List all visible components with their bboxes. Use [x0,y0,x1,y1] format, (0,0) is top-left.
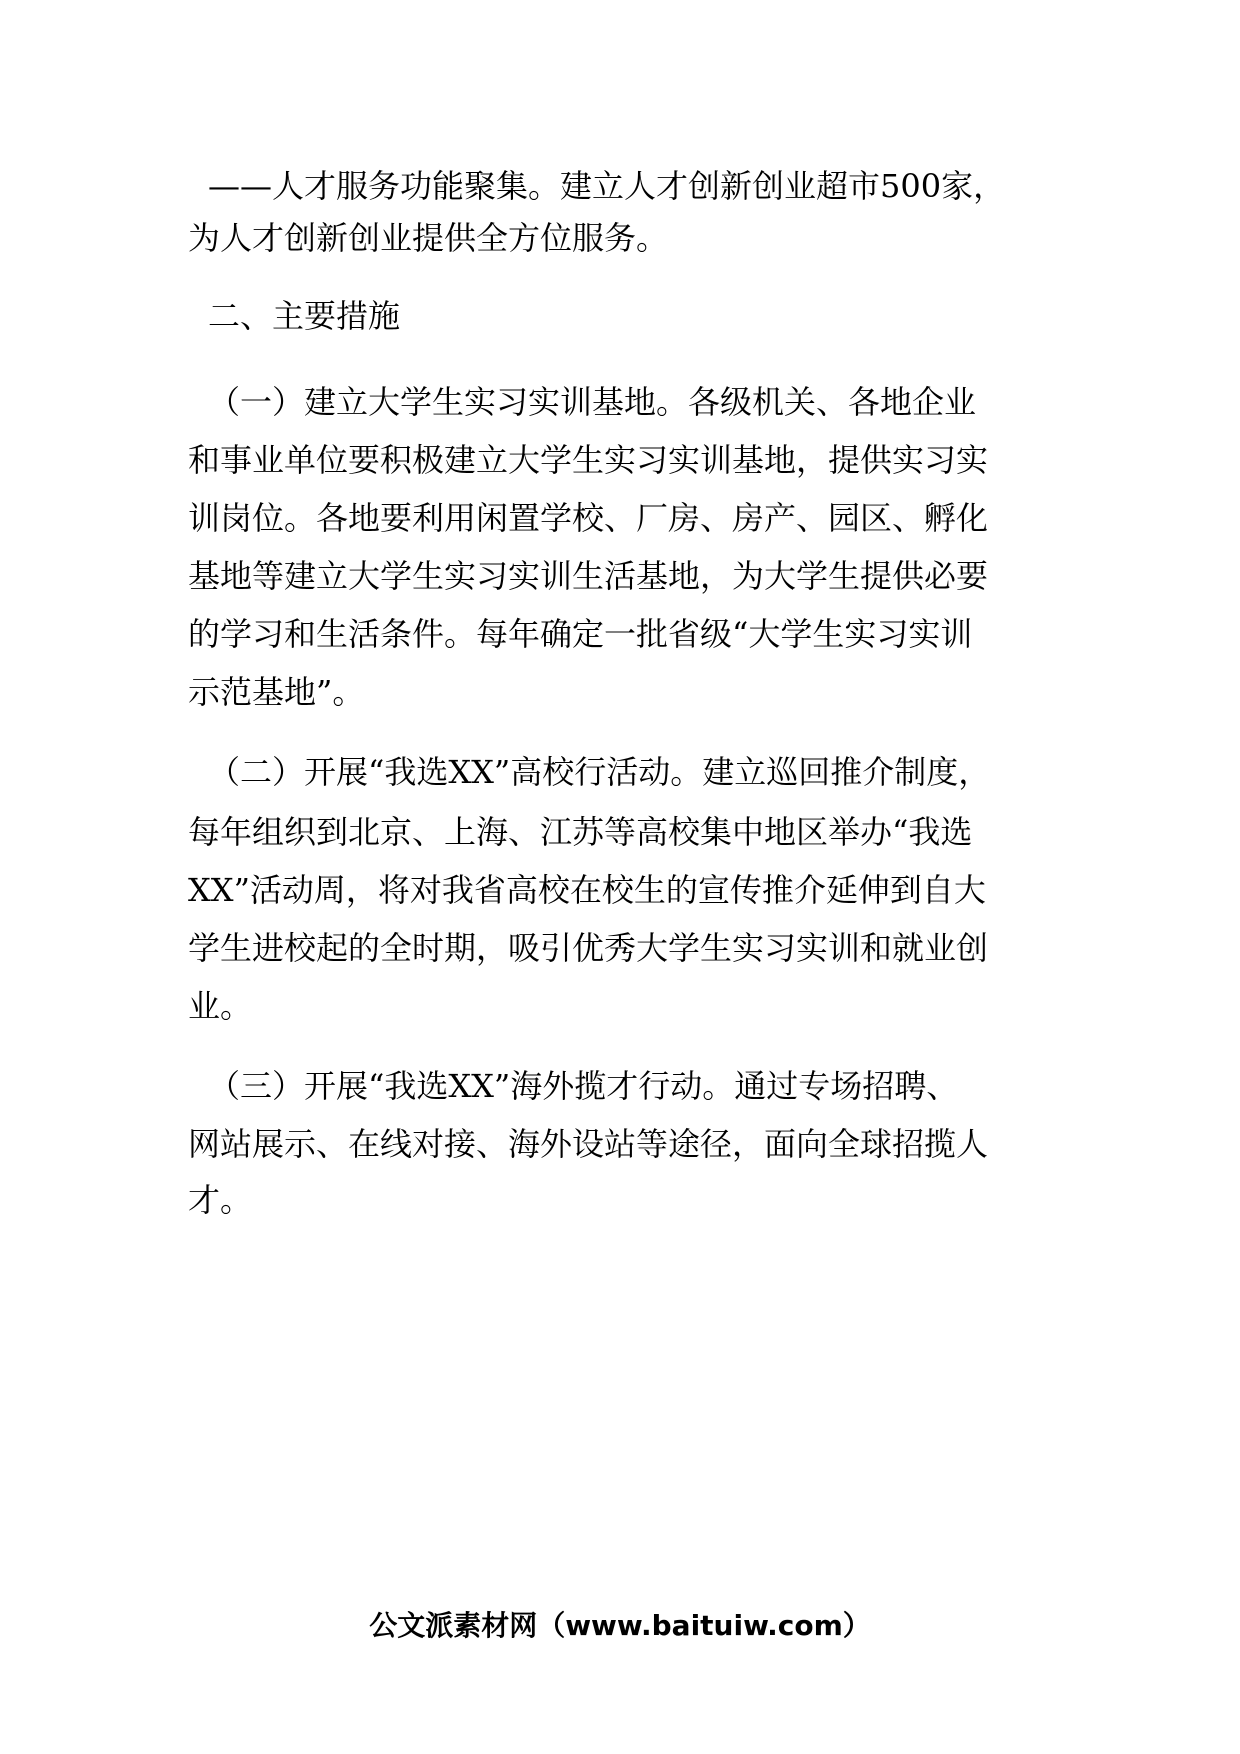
paragraph-1-line-1: ——人才服务功能聚集。建立人才创新创业超市500家， [208,167,1006,205]
paragraph-4-line-3: XX”活动周，将对我省高校在校生的宣传推介延伸到自大 [188,871,986,909]
paragraph-1-line-2: 为人才创新创业提供全方位服务。 [188,219,669,257]
paragraph-3-line-5: 的学习和生活条件。每年确定一批省级“大学生实习实训 [188,615,973,653]
paragraph-3-line-2: 和事业单位要积极建立大学生实习实训基地，提供实习实 [188,441,989,479]
paragraph-4-line-5: 业。 [188,987,253,1025]
paragraph-4-line-2: 每年组织到北京、上海、江苏等高校集中地区举办“我选 [188,813,973,851]
paragraph-3-line-1: （一）建立大学生实习实训基地。各级机关、各地企业 [208,383,977,421]
paragraph-3-line-6: 示范基地”。 [188,673,365,711]
paragraph-4-line-1: （二）开展“我选XX”高校行活动。建立巡回推介制度， [208,753,991,791]
paragraph-5-line-3: 才。 [188,1181,253,1219]
paragraph-5-line-1: （三）开展“我选XX”海外揽才行动。通过专场招聘、 [208,1067,959,1105]
paragraph-5-line-2: 网站展示、在线对接、海外设站等途径，面向全球招揽人 [188,1125,989,1163]
paragraph-3-line-3: 训岗位。各地要利用闲置学校、厂房、房产、园区、孵化 [188,499,989,537]
footer-source-text: 公文派素材网（www.baituiw.com） [369,1609,871,1642]
paragraph-3-line-4: 基地等建立大学生实习实训生活基地，为大学生提供必要 [188,557,989,595]
section-heading: 二、主要措施 [208,297,401,335]
paragraph-4-line-4: 学生进校起的全时期，吸引优秀大学生实习实训和就业创 [188,929,989,967]
